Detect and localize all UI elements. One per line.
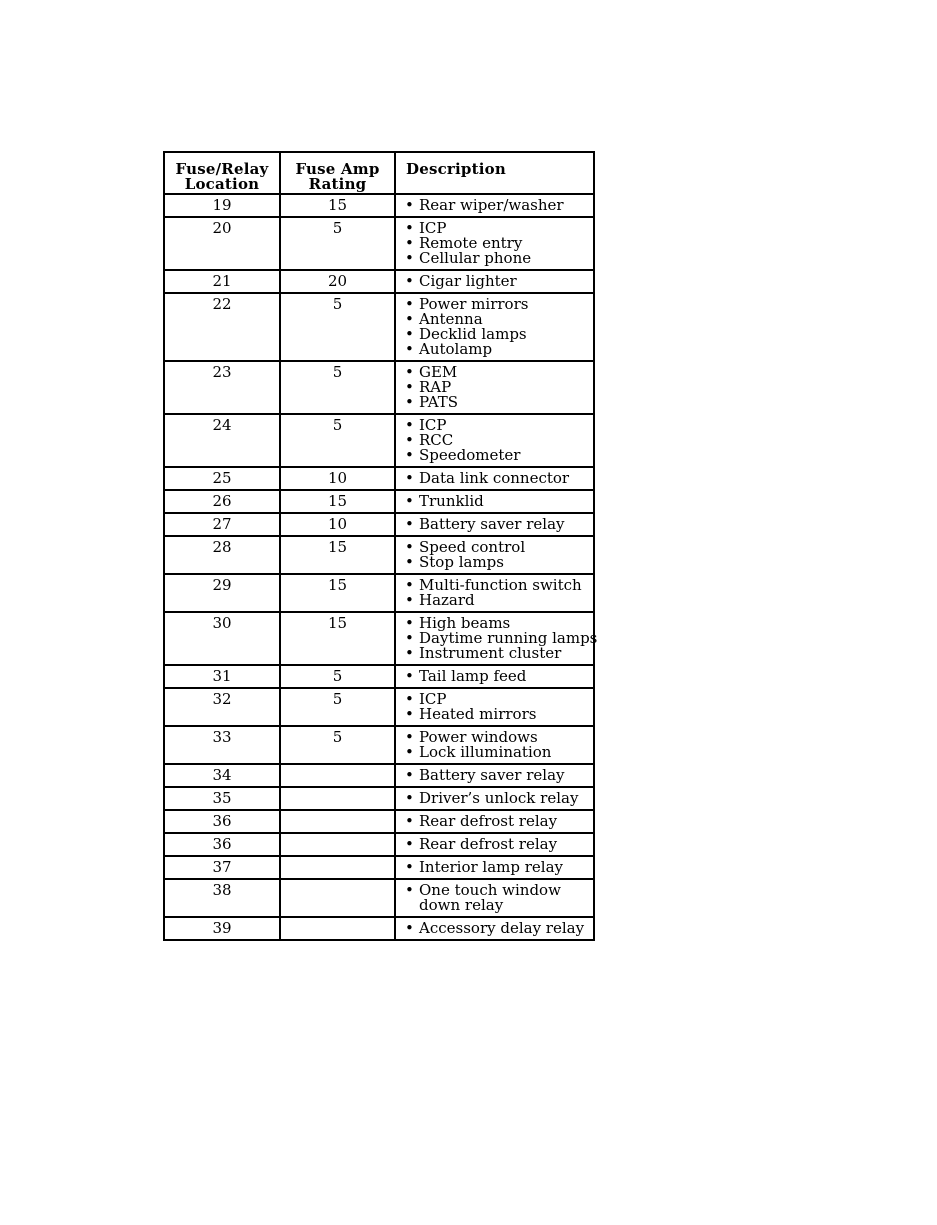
fuse-amp-cell: [280, 764, 395, 787]
table-row: [164, 361, 594, 414]
description-cell: [395, 194, 594, 217]
description-cell: [395, 270, 594, 293]
fuse-location-cell: 39: [164, 917, 280, 940]
description-cell: [395, 574, 594, 612]
table-row: [164, 856, 594, 879]
description-item: • Battery saver relay: [405, 768, 593, 783]
description-cell: [395, 726, 594, 764]
description-item: • High beams: [405, 616, 593, 631]
description-item: • Rear wiper/washer: [405, 198, 593, 213]
fuse-location-cell: 29: [164, 574, 280, 612]
fuse-amp-cell: 5: [280, 414, 395, 467]
fuse-location-cell: 19: [164, 194, 280, 217]
description-item-line: down relay: [419, 896, 504, 914]
fuse-amp-cell: 20: [280, 270, 395, 293]
description-item-line: • One touch window: [405, 883, 593, 898]
description-cell: [395, 513, 594, 536]
description-item: • Interior lamp relay: [405, 860, 593, 875]
fuse-amp-cell: 5: [280, 361, 395, 414]
description-item: • Rear defrost relay: [405, 837, 593, 852]
table-row: [164, 467, 594, 490]
fuse-location-cell: 35: [164, 787, 280, 810]
table-body: [164, 194, 598, 940]
description-item: • ICP: [405, 692, 593, 707]
header-description: Description: [395, 152, 594, 194]
fuse-location-cell: 24: [164, 414, 280, 467]
description-item: • Cigar lighter: [405, 274, 593, 289]
description-item: • Heated mirrors: [405, 707, 593, 722]
table-row: [164, 917, 594, 940]
fuse-amp-cell: 5: [280, 217, 395, 270]
table-row: [164, 688, 594, 726]
description-cell: [395, 217, 594, 270]
fuse-location-cell: 36: [164, 810, 280, 833]
description-item: • Lock illumination: [405, 745, 593, 760]
description-item: • Decklid lamps: [405, 327, 593, 342]
description-item: • Accessory delay relay: [405, 921, 593, 936]
table-row: [164, 270, 594, 293]
fuse-location-cell: 26: [164, 490, 280, 513]
description-item: • RCC: [405, 433, 593, 448]
table-row: [164, 612, 594, 665]
description-cell: [395, 879, 594, 917]
description-item: • ICP: [405, 418, 593, 433]
description-cell: [395, 414, 594, 467]
description-item: • Multi-function switch: [405, 578, 593, 593]
table-row: [164, 787, 594, 810]
fuse-amp-cell: 15: [280, 536, 395, 574]
description-item: • Instrument cluster: [405, 646, 593, 661]
description-item: • Power mirrors: [405, 297, 593, 312]
description-cell: [395, 810, 594, 833]
description-item: • GEM: [405, 365, 593, 380]
description-cell: [395, 833, 594, 856]
table-row: [164, 665, 594, 688]
fuse-amp-cell: [280, 879, 395, 917]
table-row: [164, 879, 594, 917]
fuse-location-cell: 33: [164, 726, 280, 764]
fuse-location-cell: 25: [164, 467, 280, 490]
header-fuse-amp-rating: Fuse Amp Rating: [280, 152, 395, 194]
fuse-location-cell: 30: [164, 612, 280, 665]
fuse-amp-cell: [280, 856, 395, 879]
description-item: • Speedometer: [405, 448, 593, 463]
fuse-amp-cell: 15: [280, 612, 395, 665]
fuse-amp-cell: [280, 787, 395, 810]
table-row: [164, 810, 594, 833]
description-item: • Trunklid: [405, 494, 593, 509]
header-fuse-relay-location: Fuse/Relay Location: [164, 152, 280, 194]
description-cell: [395, 467, 594, 490]
description-item: • Hazard: [405, 593, 593, 608]
description-cell: [395, 536, 594, 574]
fuse-location-cell: 38: [164, 879, 280, 917]
table-row: [164, 414, 594, 467]
fuse-amp-cell: [280, 833, 395, 856]
table-header-row: [164, 152, 594, 194]
description-cell: [395, 787, 594, 810]
description-item: • Data link connector: [405, 471, 593, 486]
description-cell: [395, 856, 594, 879]
description-cell: [395, 612, 598, 665]
description-item: • Speed control: [405, 540, 593, 555]
description-item: • RAP: [405, 380, 593, 395]
description-item: • Power windows: [405, 730, 593, 745]
fuse-amp-cell: 10: [280, 467, 395, 490]
table-row: [164, 490, 594, 513]
fuse-amp-cell: 15: [280, 194, 395, 217]
fuse-amp-cell: 15: [280, 490, 395, 513]
description-cell: [395, 688, 594, 726]
table-row: [164, 217, 594, 270]
table-row: [164, 833, 594, 856]
description-item: • Stop lamps: [405, 555, 593, 570]
description-cell: [395, 665, 594, 688]
fuse-amp-cell: 5: [280, 688, 395, 726]
fuse-amp-cell: [280, 917, 395, 940]
description-cell: [395, 293, 594, 361]
fuse-amp-cell: 5: [280, 665, 395, 688]
fuse-amp-cell: 5: [280, 293, 395, 361]
description-item: • Battery saver relay: [405, 517, 593, 532]
table-row: [164, 574, 594, 612]
table-row: [164, 726, 594, 764]
fuse-location-cell: 31: [164, 665, 280, 688]
fuse-location-cell: 34: [164, 764, 280, 787]
table-row: [164, 194, 594, 217]
table-row: [164, 513, 594, 536]
description-cell: [395, 917, 594, 940]
table-row: [164, 764, 594, 787]
description-item: • Autolamp: [405, 342, 593, 357]
description-cell: [395, 490, 594, 513]
description-item: • Cellular phone: [405, 251, 593, 266]
description-item: • Daytime running lamps: [405, 631, 593, 646]
fuse-location-cell: 32: [164, 688, 280, 726]
fuse-location-cell: 37: [164, 856, 280, 879]
fuse-amp-cell: 5: [280, 726, 395, 764]
description-cell: [395, 764, 594, 787]
fuse-amp-cell: 15: [280, 574, 395, 612]
description-item: • Driver’s unlock relay: [405, 791, 593, 806]
fuse-location-cell: 20: [164, 217, 280, 270]
table-row: [164, 536, 594, 574]
description-item: • Tail lamp feed: [405, 669, 593, 684]
fuse-location-cell: 27: [164, 513, 280, 536]
fuse-location-cell: 36: [164, 833, 280, 856]
description-cell: [395, 361, 594, 414]
description-item: • PATS: [405, 395, 593, 410]
fuse-location-cell: 23: [164, 361, 280, 414]
fuse-location-cell: 21: [164, 270, 280, 293]
fuse-amp-cell: [280, 810, 395, 833]
fuse-location-cell: 28: [164, 536, 280, 574]
fuse-location-cell: 22: [164, 293, 280, 361]
description-item: • Rear defrost relay: [405, 814, 593, 829]
fuse-amp-cell: 10: [280, 513, 395, 536]
description-item: • Antenna: [405, 312, 593, 327]
description-item: • ICP: [405, 221, 593, 236]
fuse-relay-table: [163, 151, 598, 941]
description-item: • Remote entry: [405, 236, 593, 251]
table-row: [164, 293, 594, 361]
